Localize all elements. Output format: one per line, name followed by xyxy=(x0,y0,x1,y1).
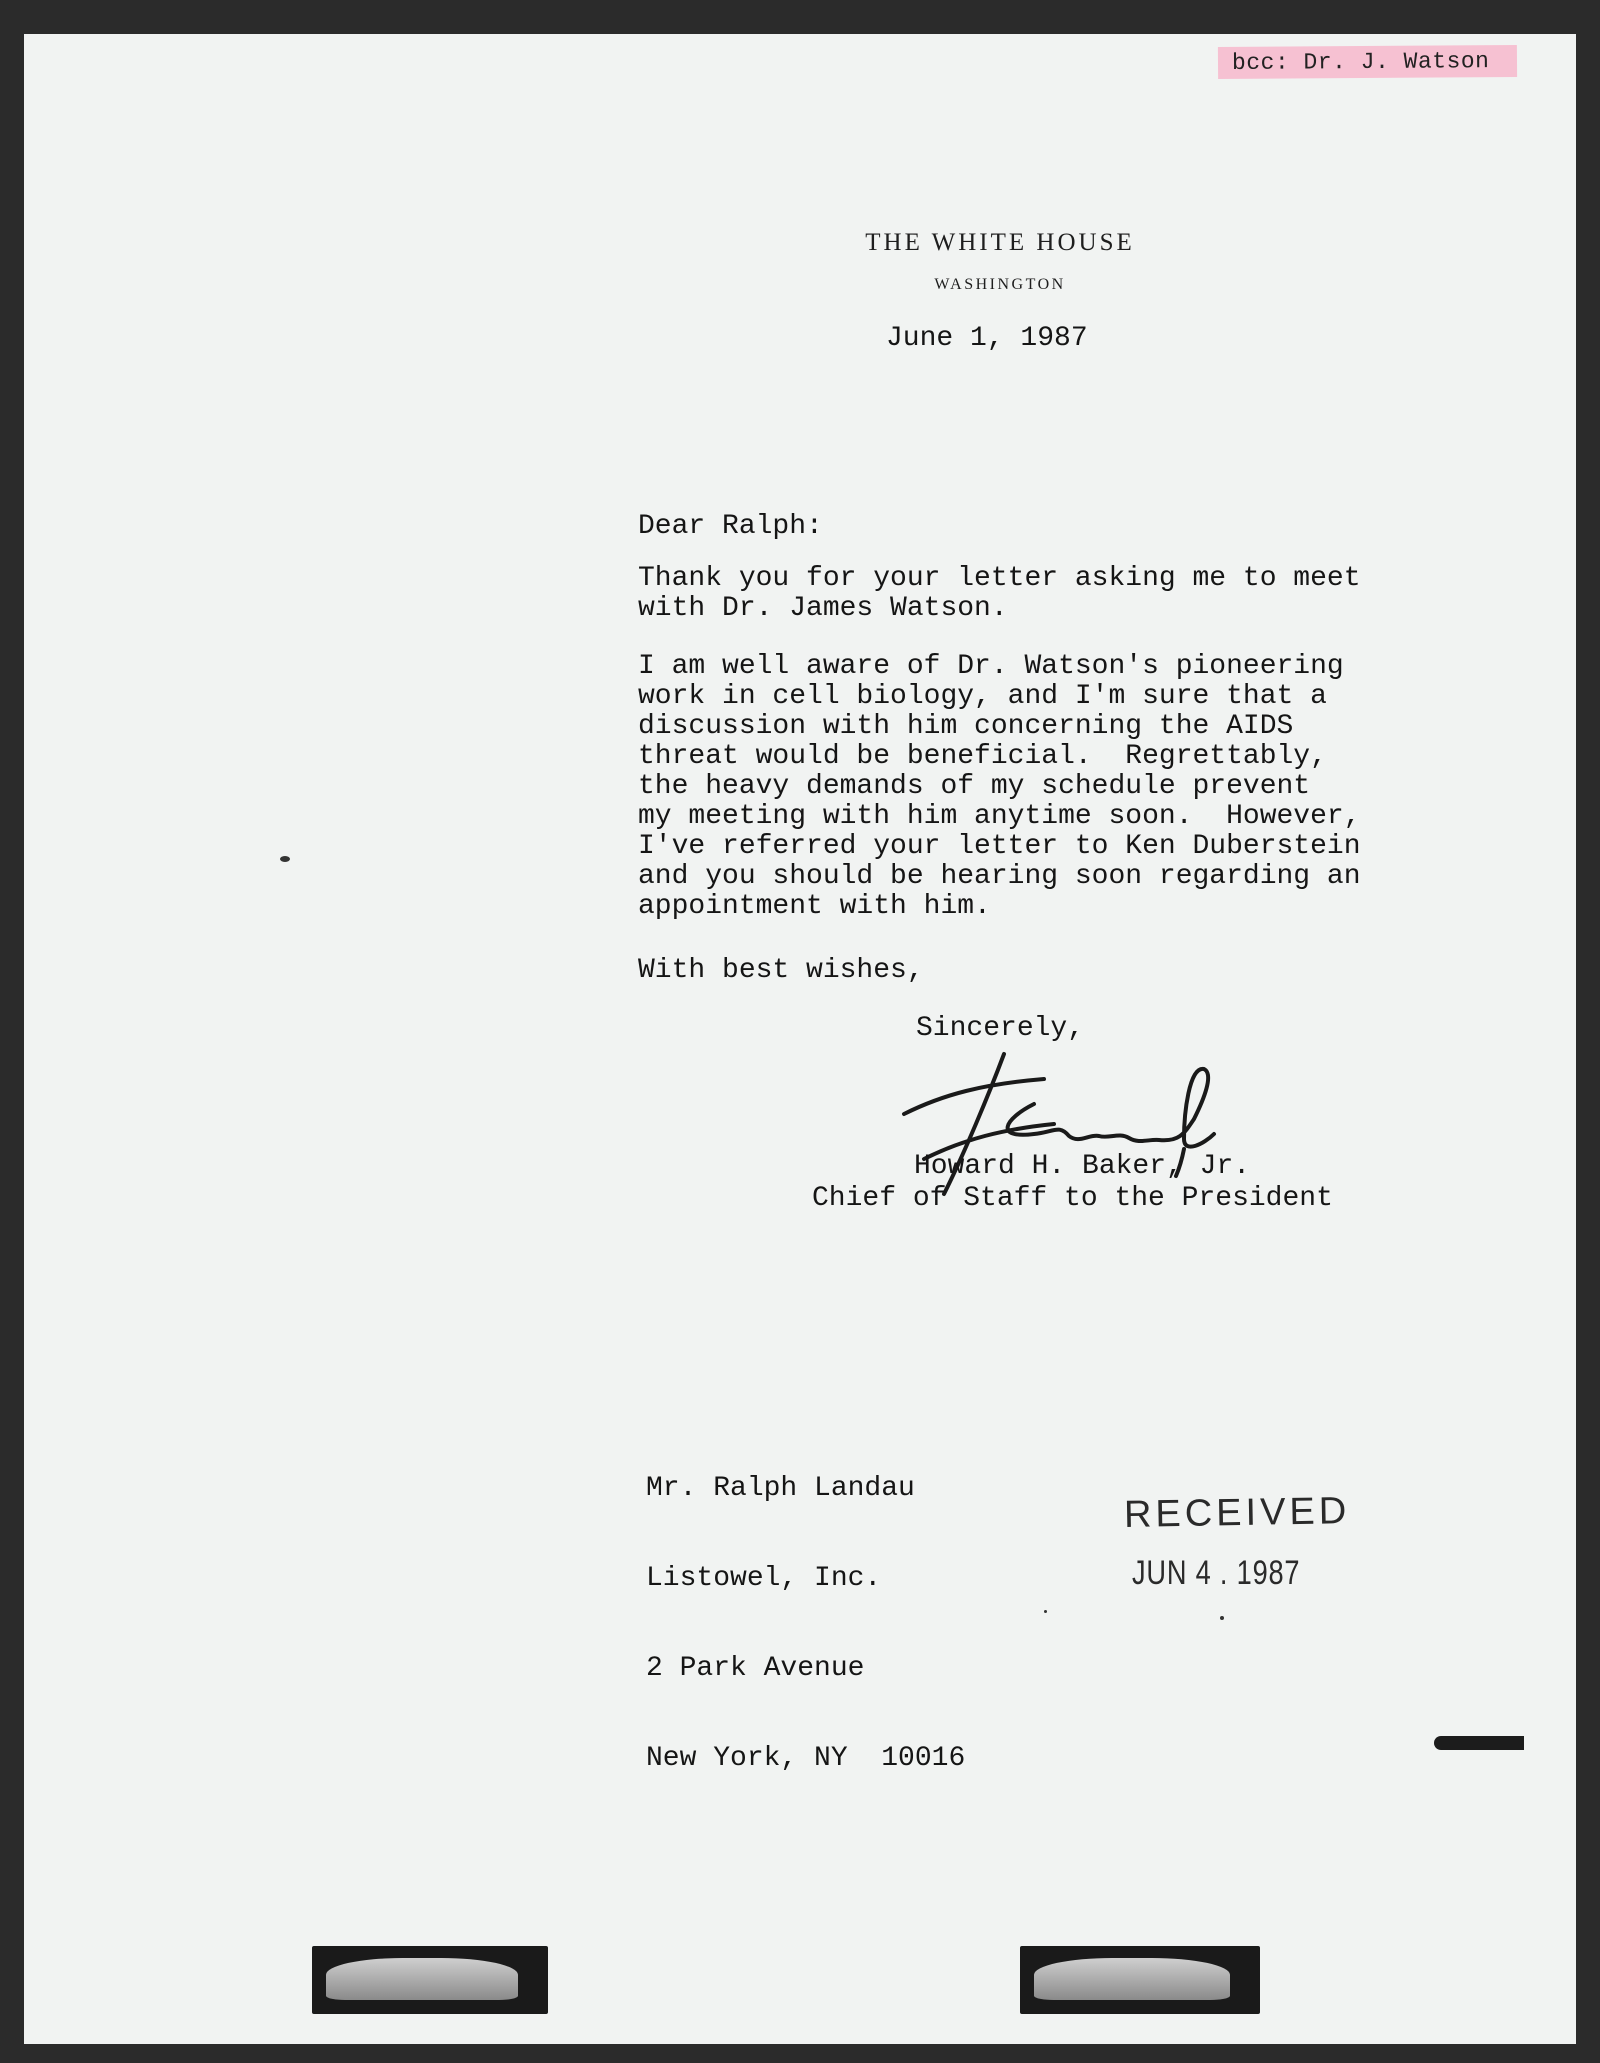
paper-speck xyxy=(1220,1616,1224,1620)
salutation: Dear Ralph: xyxy=(638,511,823,542)
binder-clip-edge xyxy=(1434,1736,1524,1750)
letterhead-title: THE WHITE HOUSE xyxy=(865,229,1135,256)
received-stamp-label: RECEIVED xyxy=(1123,1490,1351,1536)
address-line: 2 Park Avenue xyxy=(646,1653,865,1684)
sign-off: Sincerely, xyxy=(916,1013,1085,1044)
address-line: New York, NY 10016 xyxy=(646,1743,966,1774)
recipient-address xyxy=(646,1414,965,1834)
address-line: Listowel, Inc. xyxy=(646,1563,882,1594)
bcc-note: bcc: Dr. J. Watson xyxy=(1218,45,1518,79)
address-line: Mr. Ralph Landau xyxy=(646,1473,915,1504)
binder-clip-left xyxy=(312,1946,548,2014)
received-stamp-date: JUN 4 . 1987 xyxy=(1132,1554,1301,1592)
paper-speck xyxy=(1044,1610,1047,1613)
binder-clip-right xyxy=(1020,1946,1260,2014)
letterhead-subtitle: WASHINGTON xyxy=(934,276,1066,293)
paper-speck xyxy=(280,856,290,862)
paragraph-2: I am well aware of Dr. Watson's pioneering work in cell biology, and I'm sure that a discussion with him concerning the AIDS threat would be beneficial. Regrettably, the heavy demands of my schedule prevent my meeting with him anytime soon. However, I've referred your letter to Ken Duberstein and you should be hearing soon regarding an appointment with him. xyxy=(638,651,1361,922)
paragraph-1: Thank you for your letter asking me to meet with Dr. James Watson. xyxy=(638,563,1361,624)
letter-page xyxy=(24,34,1576,2044)
closing: With best wishes, xyxy=(638,955,924,986)
signer-name: Howard H. Baker, Jr. xyxy=(914,1151,1251,1182)
letter-date: June 1, 1987 xyxy=(886,323,1088,354)
signer-title: Chief of Staff to the President xyxy=(812,1183,1333,1214)
